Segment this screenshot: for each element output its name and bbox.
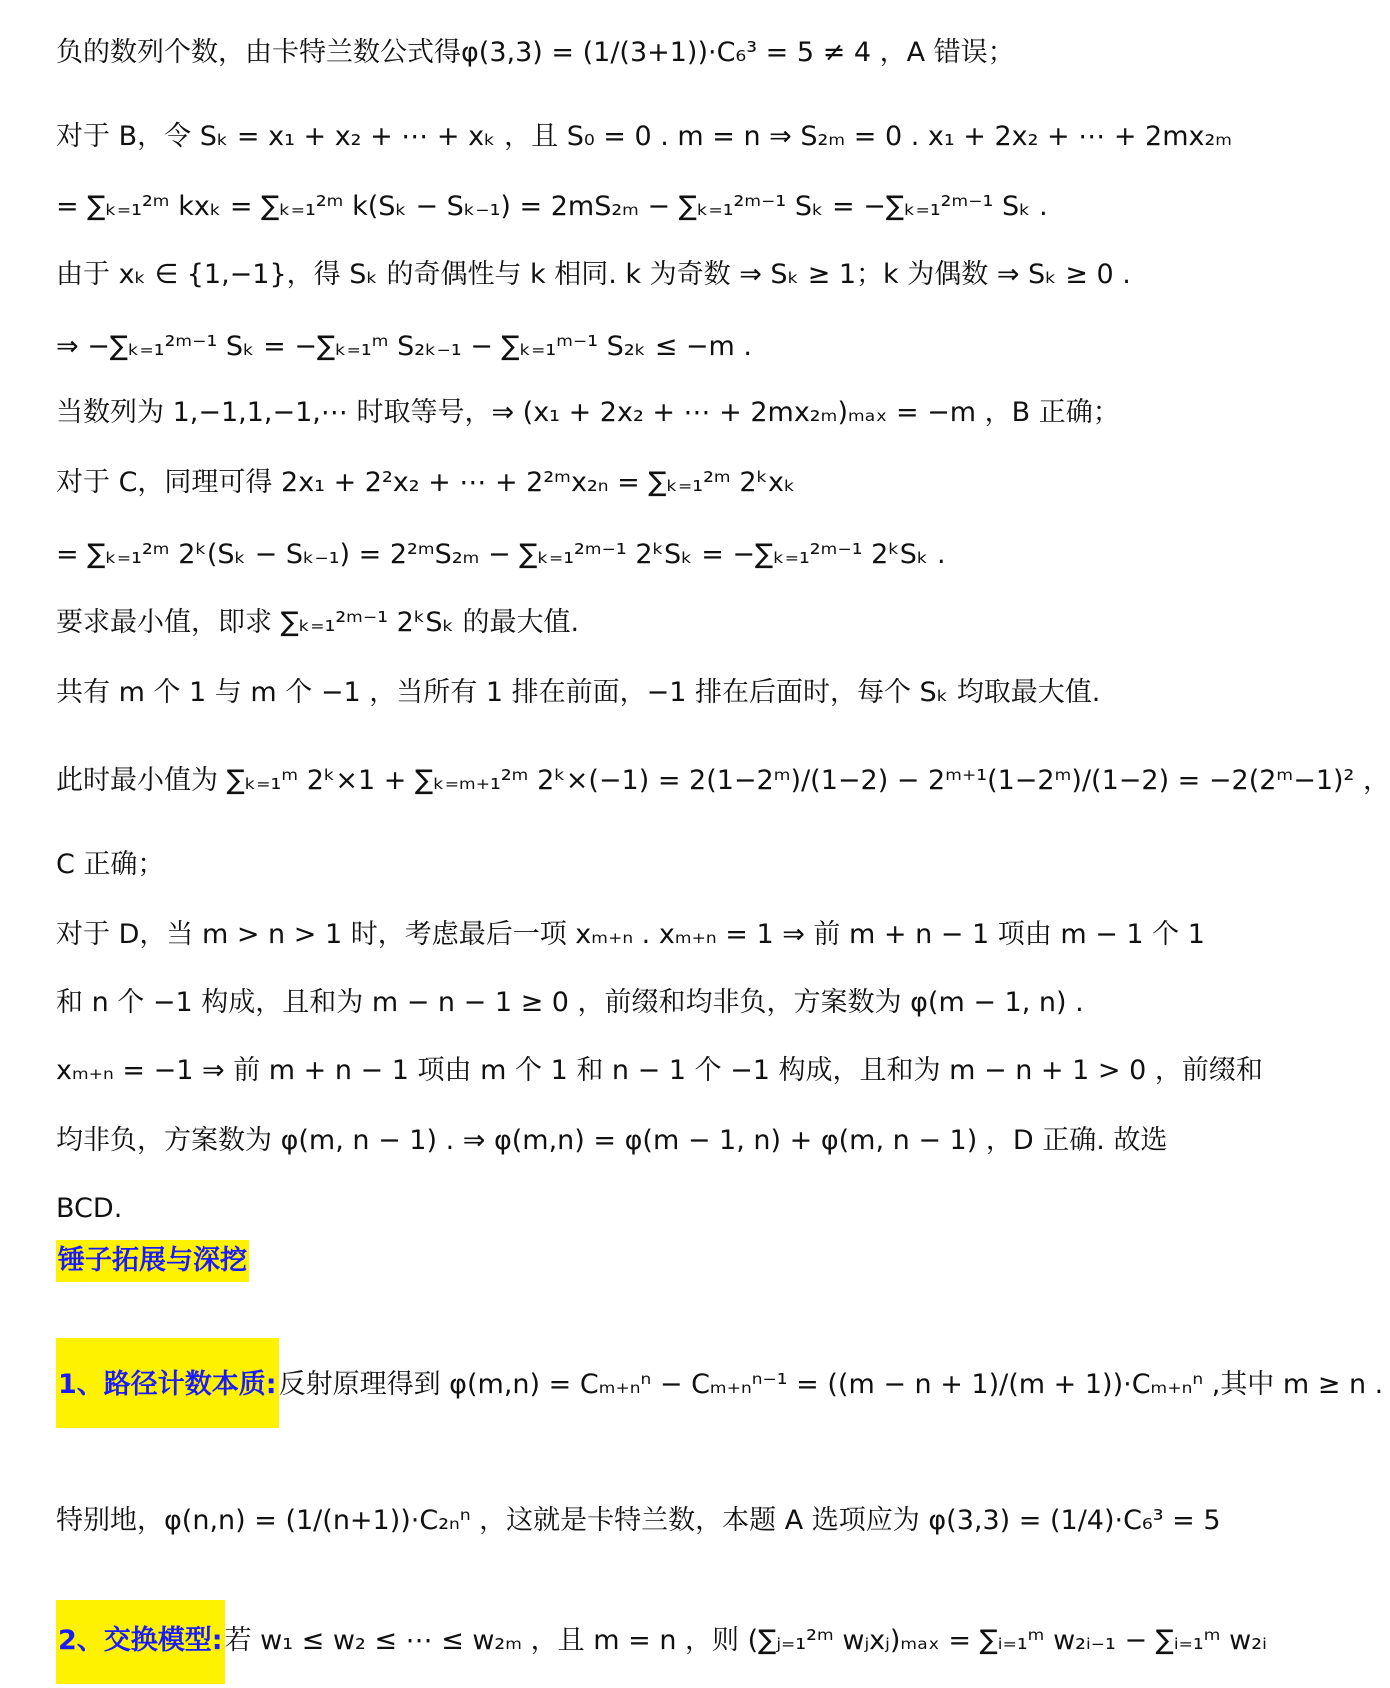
text-line: 对于 B，令 Sₖ = x₁ + x₂ + ⋯ + xₖ ，且 S₀ = 0 . m = n ⇒ S₂ₘ = 0 . x₁ + 2x₂ + ⋯ + 2mx₂ₘ xyxy=(56,121,1233,152)
text-line: 均非负，方案数为 φ(m, n − 1) . ⇒ φ(m,n) = φ(m − 1, n) + φ(m, n − 1) ，D 正确. 故选 xyxy=(56,1125,1168,1156)
item-2-label: 2、交换模型: xyxy=(56,1600,225,1684)
text-line: ⇒ −∑ₖ₌₁²ᵐ⁻¹ Sₖ = −∑ₖ₌₁ᵐ S₂ₖ₋₁ − ∑ₖ₌₁ᵐ⁻¹ S₂ₖ ≤ −m . xyxy=(56,331,753,362)
extension-item-2 xyxy=(56,1600,1267,1688)
section-heading-row xyxy=(56,1240,1074,1282)
text-line: 由于 xₖ ∈ {1,−1}，得 Sₖ 的奇偶性与 k 相同. k 为奇数 ⇒ Sₖ ≥ 1；k 为偶数 ⇒ Sₖ ≥ 0 . xyxy=(56,259,1131,290)
text-line: 对于 D，当 m > n > 1 时，考虑最后一项 xₘ₊ₙ . xₘ₊ₙ = 1 ⇒ 前 m + n − 1 项由 m − 1 个 1 xyxy=(56,919,1205,950)
text-line: 此时最小值为 ∑ₖ₌₁ᵐ 2ᵏ×1 + ∑ₖ₌ₘ₊₁²ᵐ 2ᵏ×(−1) = 2(1−2ᵐ)/(1−2) − 2ᵐ⁺¹(1−2ᵐ)/(1−2) = −2(2ᵐ−1)² ， xyxy=(56,765,1390,796)
text-line: 当数列为 1,−1,1,−1,⋯ 时取等号，⇒ (x₁ + 2x₂ + ⋯ + 2mx₂ₘ)ₘₐₓ = −m ，B 正确； xyxy=(56,397,1120,428)
text-line: C 正确； xyxy=(56,849,165,880)
text-line: 对于 C，同理可得 2x₁ + 2²x₂ + ⋯ + 2²ᵐx₂ₙ = ∑ₖ₌₁²ᵐ 2ᵏxₖ xyxy=(56,467,796,498)
text-line: = ∑ₖ₌₁²ᵐ kxₖ = ∑ₖ₌₁²ᵐ k(Sₖ − Sₖ₋₁) = 2mS₂ₘ − ∑ₖ₌₁²ᵐ⁻¹ Sₖ = −∑ₖ₌₁²ᵐ⁻¹ Sₖ . xyxy=(56,191,1048,222)
item-2-text: 若 w₁ ≤ w₂ ≤ ⋯ ≤ w₂ₘ ，且 m = n ，则 (∑ⱼ₌₁²ᵐ wⱼxⱼ)ₘₐₓ = ∑ᵢ₌₁ᵐ w₂ᵢ₋₁ − ∑ᵢ₌₁ᵐ w₂ᵢ xyxy=(224,1625,1267,1656)
text-line: 共有 m 个 1 与 m 个 −1 ，当所有 1 排在前面，−1 排在后面时，每个 Sₖ 均取最大值. xyxy=(56,677,1101,708)
text-line: 负的数列个数，由卡特兰数公式得φ(3,3) = (1/(3+1))·C₆³ = 5 ≠ 4 ，A 错误； xyxy=(56,37,1015,68)
text-line: = ∑ₖ₌₁²ᵐ 2ᵏ(Sₖ − Sₖ₋₁) = 2²ᵐS₂ₘ − ∑ₖ₌₁²ᵐ⁻¹ 2ᵏSₖ = −∑ₖ₌₁²ᵐ⁻¹ 2ᵏSₖ . xyxy=(56,539,946,570)
extension-item-1-continued: 特别地，φ(n,n) = (1/(n+1))·C₂ₙⁿ ，这就是卡特兰数，本题 A 选项应为 φ(3,3) = (1/4)·C₆³ = 5 xyxy=(56,1505,1221,1536)
item-1-text: 反射原理得到 φ(m,n) = Cₘ₊ₙⁿ − Cₘ₊ₙⁿ⁻¹ = ((m − n + 1)/(m + 1))·Cₘ₊ₙⁿ ,其中 m ≥ n . xyxy=(278,1369,1384,1400)
text-line: xₘ₊ₙ = −1 ⇒ 前 m + n − 1 项由 m 个 1 和 n − 1 个 −1 构成，且和为 m − n + 1 > 0 ，前缀和 xyxy=(56,1055,1263,1086)
text-line: 和 n 个 −1 构成，且和为 m − n − 1 ≥ 0 ，前缀和均非负，方案数为 φ(m − 1, n) . xyxy=(56,987,1084,1018)
extension-item-1 xyxy=(56,1368,1384,1458)
item-1-label: 1、路径计数本质: xyxy=(56,1338,279,1428)
section-heading: 锤子拓展与深挖 xyxy=(56,1240,249,1282)
text-line: BCD. xyxy=(56,1193,123,1224)
text-line: 要求最小值，即求 ∑ₖ₌₁²ᵐ⁻¹ 2ᵏSₖ 的最大值. xyxy=(56,607,580,638)
